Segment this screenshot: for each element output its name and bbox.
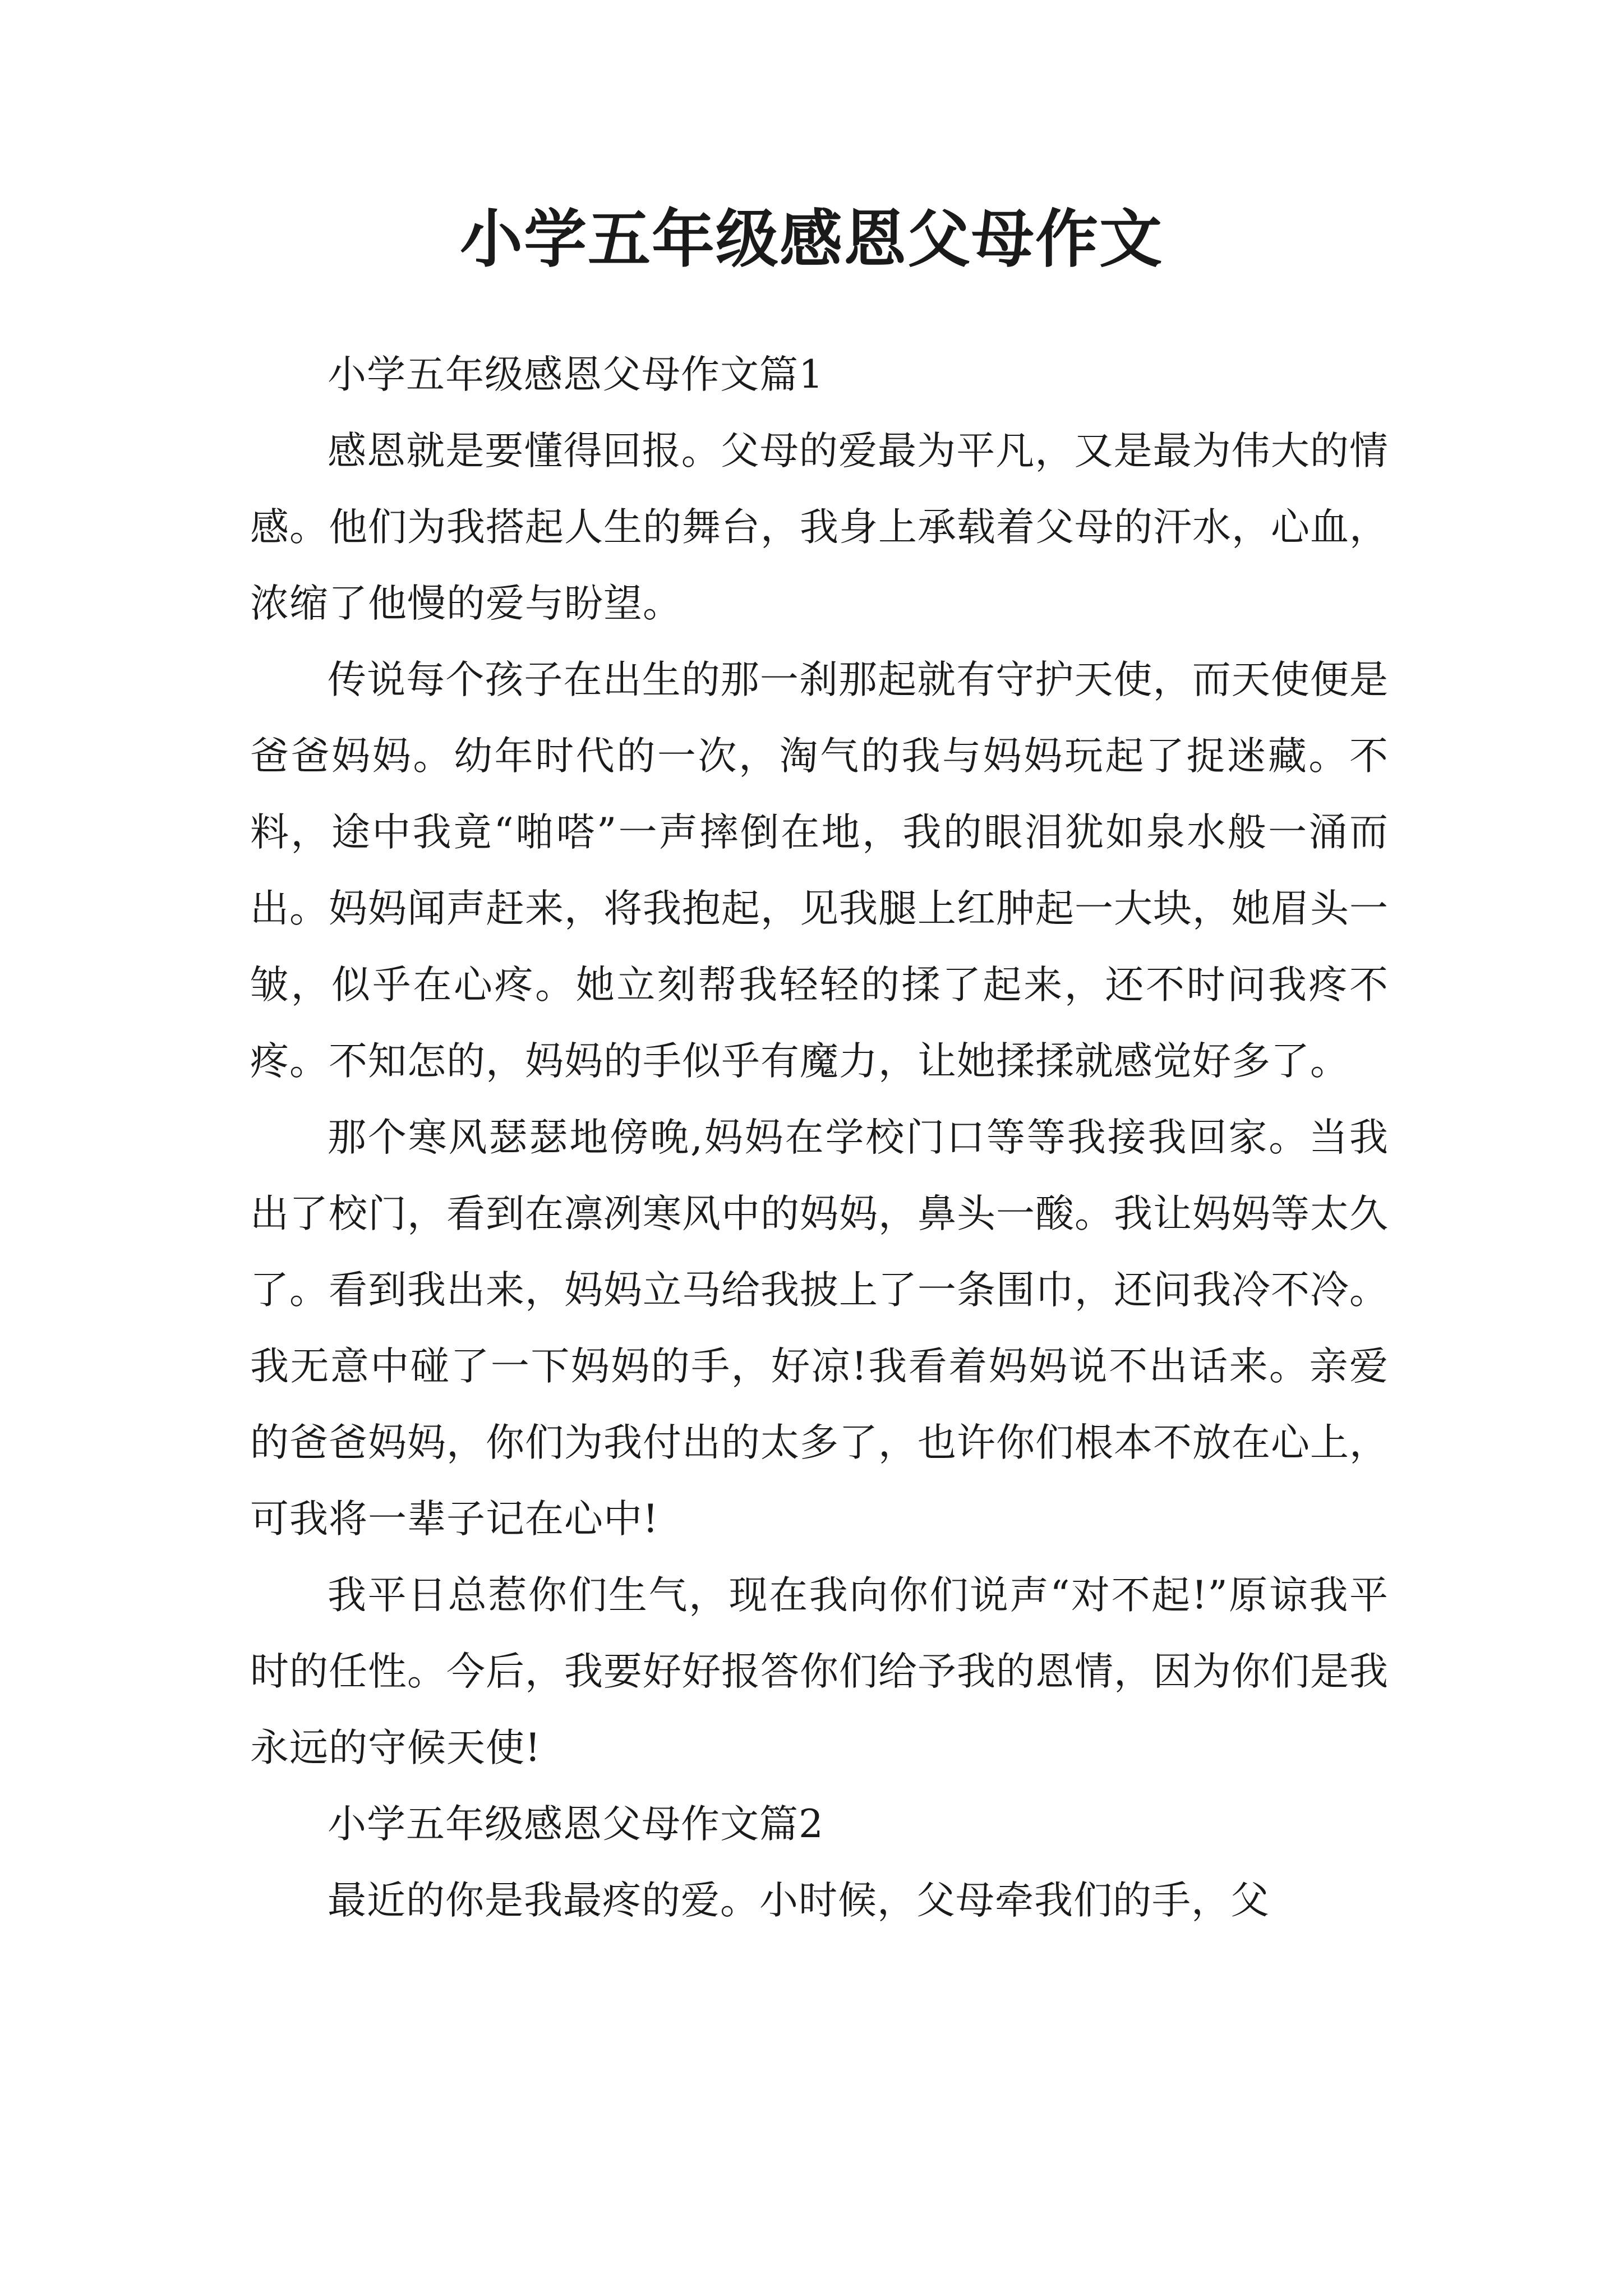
section-heading-2: 小学五年级感恩父母作文篇2 [328,1802,824,1847]
paragraph: 我平日总惹你们生气，现在我向你们说声“对不起!”原谅我平时的任性。今后，我要好好报答你们给予我的恩情，因为你们是我永远的守候天使! [250,1573,1389,1770]
paragraph: 那个寒风瑟瑟地傍晚,妈妈在学校门口等等我接我回家。当我出了校门，看到在凛冽寒风中的妈妈，鼻头一酸。我让妈妈等太久了。看到我出来，妈妈立马给我披上了一条围巾，还问我冷不冷。我无意中碰了一下妈妈的手，好凉!我看着妈妈说不出话来。亲爱的爸爸妈妈，你们为我付出的太多了，也许你们根本不放在心上，可我将一辈子记在心中! [250,1115,1389,1542]
paragraph: 最近的你是我最疼的爱。小时候，父母牵我们的手，父 [328,1878,1270,1923]
paragraph: 传说每个孩子在出生的那一刹那起就有守护天使，而天使便是爸爸妈妈。幼年时代的一次，淘气的我与妈妈玩起了捉迷藏。不料，途中我竟“啪嗒”一声摔倒在地，我的眼泪犹如泉水般一涌而出。妈妈闻声赶来，将我抱起，见我腿上红肿起一大块，她眉头一皱，似乎在心疼。她立刻帮我轻轻的揉了起来，还不时问我疼不疼。不知怎的，妈妈的手似乎有魔力，让她揉揉就感觉好多了。 [250,657,1389,1084]
paragraph: 感恩就是要懂得回报。父母的爱最为平凡，又是最为伟大的情感。他们为我搭起人生的舞台，我身上承载着父母的汗水，心血，浓缩了他慢的爱与盼望。 [250,429,1389,626]
document-body [250,337,1389,1939]
document-title: 小学五年级感恩父母作文 [460,203,1163,276]
section-heading-1: 小学五年级感恩父母作文篇1 [328,352,824,397]
